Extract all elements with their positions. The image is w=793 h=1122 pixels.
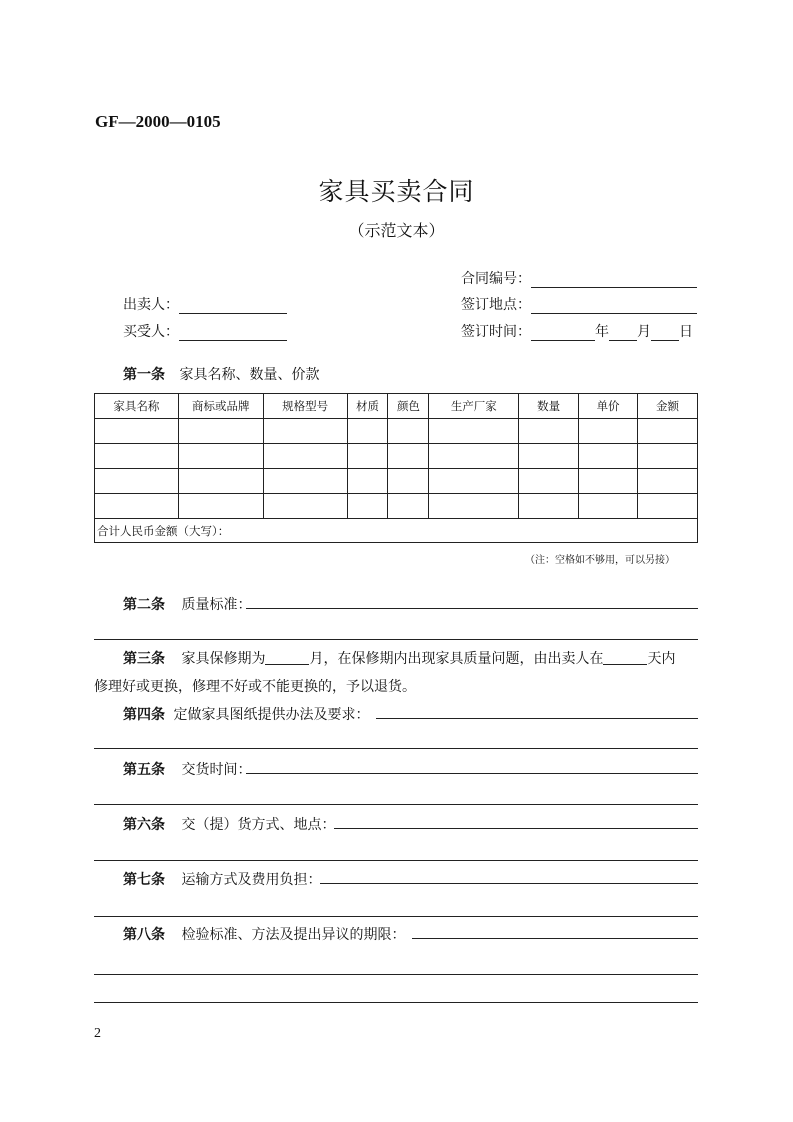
article-5-blank-line[interactable] [94,804,698,805]
table-cell[interactable] [388,419,429,444]
article-6-blank[interactable] [334,828,698,829]
table-cell[interactable] [429,494,519,519]
article-7 [123,869,321,889]
table-cell[interactable] [429,469,519,494]
table-cell[interactable] [95,494,179,519]
table-note: （注：空格如不够用，可以另接） [525,555,675,566]
table-cell[interactable] [178,469,263,494]
table-row [95,419,698,444]
article-7-text: 运输方式及费用负担： [181,872,322,888]
sign-place-field [461,294,697,314]
table-cell[interactable] [347,494,388,519]
table-header: 规格型号 [263,394,347,419]
article-5-text: 交货时间： [181,762,252,778]
goods-table [94,393,698,543]
table-header: 家具名称 [95,394,179,419]
table-cell[interactable] [95,469,179,494]
seller-blank[interactable] [179,299,287,314]
article-2-blank-line[interactable] [94,639,698,640]
article-6-text: 交（提）货方式、地点： [181,817,336,833]
article-8-blank[interactable] [412,938,698,939]
table-cell[interactable] [579,419,638,444]
page-title: 家具买卖合同 [318,177,475,206]
table-header: 生产厂家 [429,394,519,419]
table-cell[interactable] [178,444,263,469]
table-total-row [95,519,698,543]
table-cell[interactable] [579,469,638,494]
colon: ： [165,324,179,340]
table-cell[interactable] [178,419,263,444]
table-row [95,494,698,519]
table-cell[interactable] [638,444,698,469]
article-7-blank-line[interactable] [94,916,698,917]
article-3-text-d: 修理好或更换，修理不好或不能更换的，予以退货。 [94,679,416,695]
table-cell[interactable] [579,444,638,469]
sign-year-blank[interactable] [531,326,595,341]
article-3-text-b: 月，在保修期内出现家具质量问题，由出卖人在 [309,651,604,667]
colon: ： [517,297,531,313]
table-cell[interactable] [178,494,263,519]
contract-no-field [461,268,697,288]
article-2-label: 第二条 [123,597,165,613]
seller-label: 出卖人 [123,297,165,313]
article-4-blank[interactable] [376,718,698,719]
table-cell[interactable] [95,419,179,444]
table-cell[interactable] [263,444,347,469]
article-8-text: 检验标准、方法及提出异议的期限： [181,927,406,943]
article-5-blank[interactable] [246,773,698,774]
table-header: 数量 [519,394,579,419]
colon: ： [517,271,531,287]
table-cell[interactable] [579,494,638,519]
article-3-text-c: 天内 [647,651,676,667]
article-6-label: 第六条 [123,817,165,833]
article-3 [123,648,675,668]
month-label: 月 [637,324,651,340]
table-cell[interactable] [263,419,347,444]
table-row [95,444,698,469]
table-cell[interactable] [638,469,698,494]
article-5 [123,759,251,779]
article-2-blank[interactable] [246,608,698,609]
table-cell[interactable] [519,494,579,519]
year-label: 年 [595,324,609,340]
article-7-label: 第七条 [123,872,165,888]
sign-time-label: 签订时间 [461,324,517,340]
page-subtitle: （示范文本） [348,221,445,240]
article-1-text: 家具名称、数量、价款 [179,367,320,383]
article-6-blank-line[interactable] [94,860,698,861]
article-4 [123,704,369,724]
table-header: 单价 [579,394,638,419]
contract-no-blank[interactable] [531,273,697,288]
buyer-label: 买受人 [123,324,165,340]
table-cell[interactable] [519,469,579,494]
table-cell[interactable] [638,419,698,444]
table-header: 商标或品牌 [178,394,263,419]
table-cell[interactable] [638,494,698,519]
seller-field [123,294,287,314]
article-3-text-a: 家具保修期为 [181,651,266,667]
table-cell[interactable] [429,419,519,444]
table-cell[interactable] [347,419,388,444]
table-cell[interactable] [388,469,429,494]
table-cell[interactable] [95,444,179,469]
article-2 [123,594,251,614]
colon: ： [517,324,531,340]
article-4-blank-line[interactable] [94,748,698,749]
day-label: 日 [679,324,693,340]
article-4-label: 第四条 [123,707,165,723]
table-cell[interactable] [429,444,519,469]
sign-place-label: 签订地点 [461,297,517,313]
document-code: GF—2000—0105 [95,112,221,131]
article-8-blank-line-1[interactable] [94,974,698,975]
table-cell[interactable] [263,469,347,494]
article-8 [123,924,405,944]
table-cell[interactable] [519,419,579,444]
contract-no-label: 合同编号 [461,271,517,287]
table-cell[interactable] [388,494,429,519]
article-2-text: 质量标准： [181,597,252,613]
page-number: 2 [94,1026,101,1041]
article-5-label: 第五条 [123,762,165,778]
article-3-label: 第三条 [123,651,165,667]
table-cell[interactable] [519,444,579,469]
table-cell[interactable] [263,494,347,519]
article-1 [123,364,319,384]
article-8-label: 第八条 [123,927,165,943]
warranty-months-blank[interactable] [265,650,309,665]
table-header: 金额 [638,394,698,419]
sign-day-blank[interactable] [651,326,679,341]
buyer-blank[interactable] [179,326,287,341]
article-6 [123,814,335,834]
total-amount-cell[interactable]: 合计人民币金额（大写）： [95,519,698,543]
repair-days-blank[interactable] [603,650,647,665]
article-4-text: 定做家具图纸提供办法及要求： [173,707,370,723]
table-cell[interactable] [347,469,388,494]
table-header: 材质 [347,394,388,419]
buyer-field [123,321,287,341]
table-cell[interactable] [388,444,429,469]
table-header: 颜色 [388,394,429,419]
table-row [95,469,698,494]
table-header-row [95,394,698,419]
sign-month-blank[interactable] [609,326,637,341]
article-7-blank[interactable] [320,883,698,884]
sign-place-blank[interactable] [531,299,697,314]
article-1-label: 第一条 [123,367,165,383]
table-cell[interactable] [347,444,388,469]
article-8-blank-line-2[interactable] [94,1002,698,1003]
colon: ： [165,297,179,313]
sign-time-field [461,321,693,341]
